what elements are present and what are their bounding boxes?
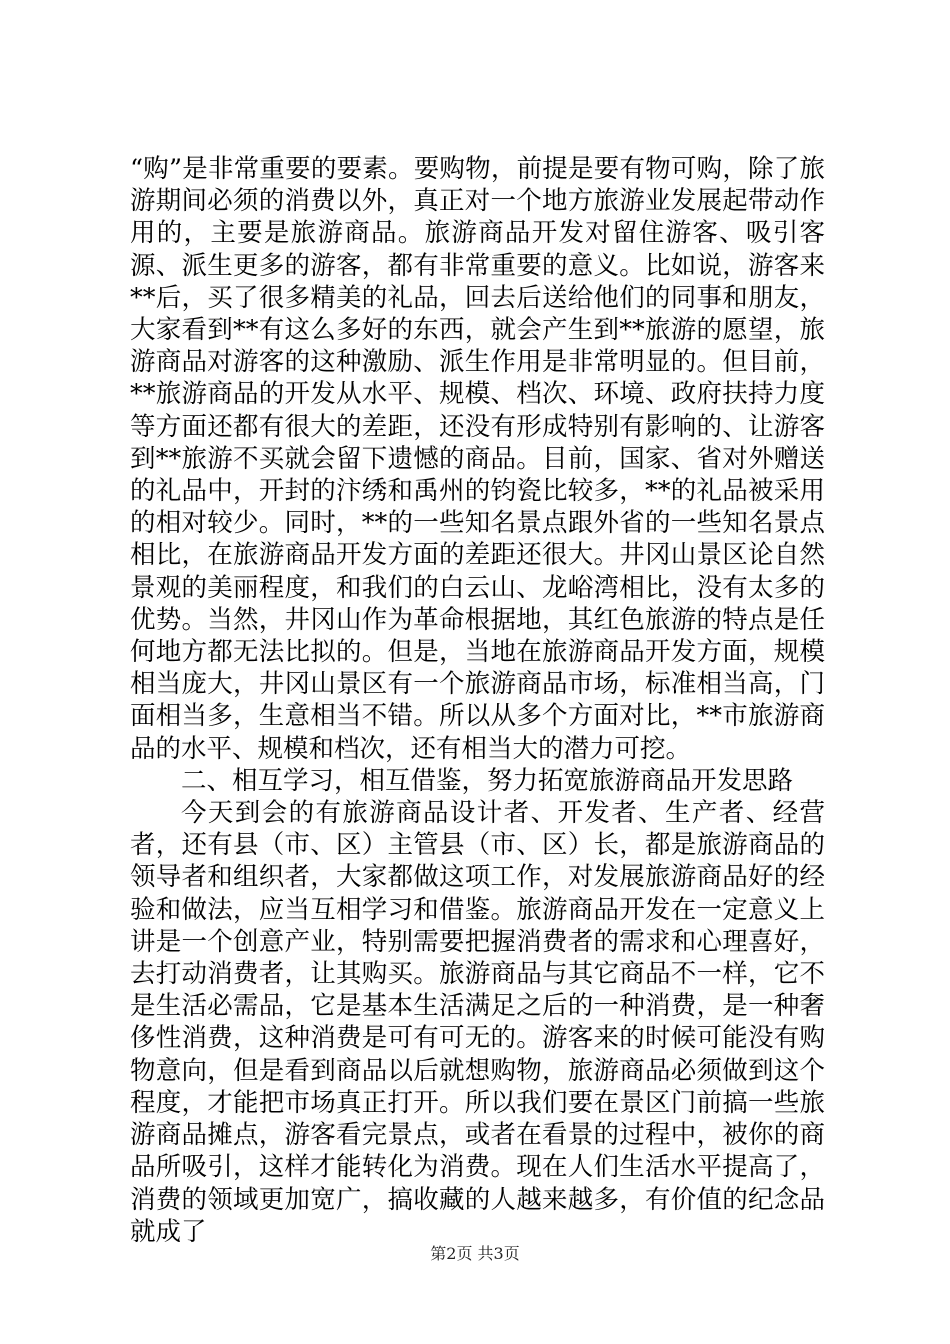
page-footer: 第2页 共3页 [430,1244,520,1263]
paragraph-indented: 今天到会的有旅游商品设计者、开发者、生产者、经营者，还有县（市、区）主管县（市、区）长，都是旅游商品的领导者和组织者，大家都做这项工作，对发展旅游商品好的经验和做法，应当互相学习和借鉴。旅游商品开发在一定意义上讲是一个创意产业，特别需要把握消费者的需求和心理喜好，去打动消费者，让其购买。旅游商品与其它商品不一样，它不是生活必需品，它是基本生活满足之后的一种消费，是一种奢侈性消费，这种消费是可有可无的。游客来的时候可能没有购物意向，但是看到商品以后就想购物，旅游商品必须做到这个程度，才能把市场真正打开。所以我们要在景区门前搞一些旅游商品摊点，游客看完景点，或者在看景的过程中，被你的商品所吸引，这样才能转化为消费。现在人们生活水平提高了，消费的领域更加宽广，搞收藏的人越来越多，有价值的纪念品就成了 [130,798,825,1247]
document-body [130,153,825,1248]
paragraph-continuation: “购”是非常重要的要素。要购物，前提是要有物可购，除了旅游期间必须的消费以外，真正对一个地方旅游业发展起带动作用的，主要是旅游商品。旅游商品开发对留住游客、吸引客源、派生更多的游客，都有非常重要的意义。比如说，游客来**后，买了很多精美的礼品，回去后送给他们的同事和朋友，大家看到**有这么多好的东西，就会产生到**旅游的愿望，旅游商品对游客的这种激励、派生作用是非常明显的。但目前，**旅游商品的开发从水平、规模、档次、环境、政府扶持力度等方面还都有很大的差距，还没有形成特别有影响的、让游客到**旅游不买就会留下遗憾的商品。目前，国家、省对外赠送的礼品中，开封的汴绣和禹州的钧瓷比较多，**的礼品被采用的相对较少。同时，**的一些知名景点跟外省的一些知名景点相比，在旅游商品开发方面的差距还很大。井冈山景区论自然景观的美丽程度，和我们的白云山、龙峪湾相比，没有太多的优势。当然，井冈山作为革命根据地，其红色旅游的特点是任何地方都无法比拟的。但是，当地在旅游商品开发方面，规模相当庞大，井冈山景区有一个旅游商品市场，标准相当高，门面相当多，生意相当不错。所以从多个方面对比，**市旅游商品的水平、规模和档次，还有相当大的潜力可挖。 [130,154,825,764]
section-heading: 二、相互学习，相互借鉴，努力拓宽旅游商品开发思路 [181,765,794,796]
